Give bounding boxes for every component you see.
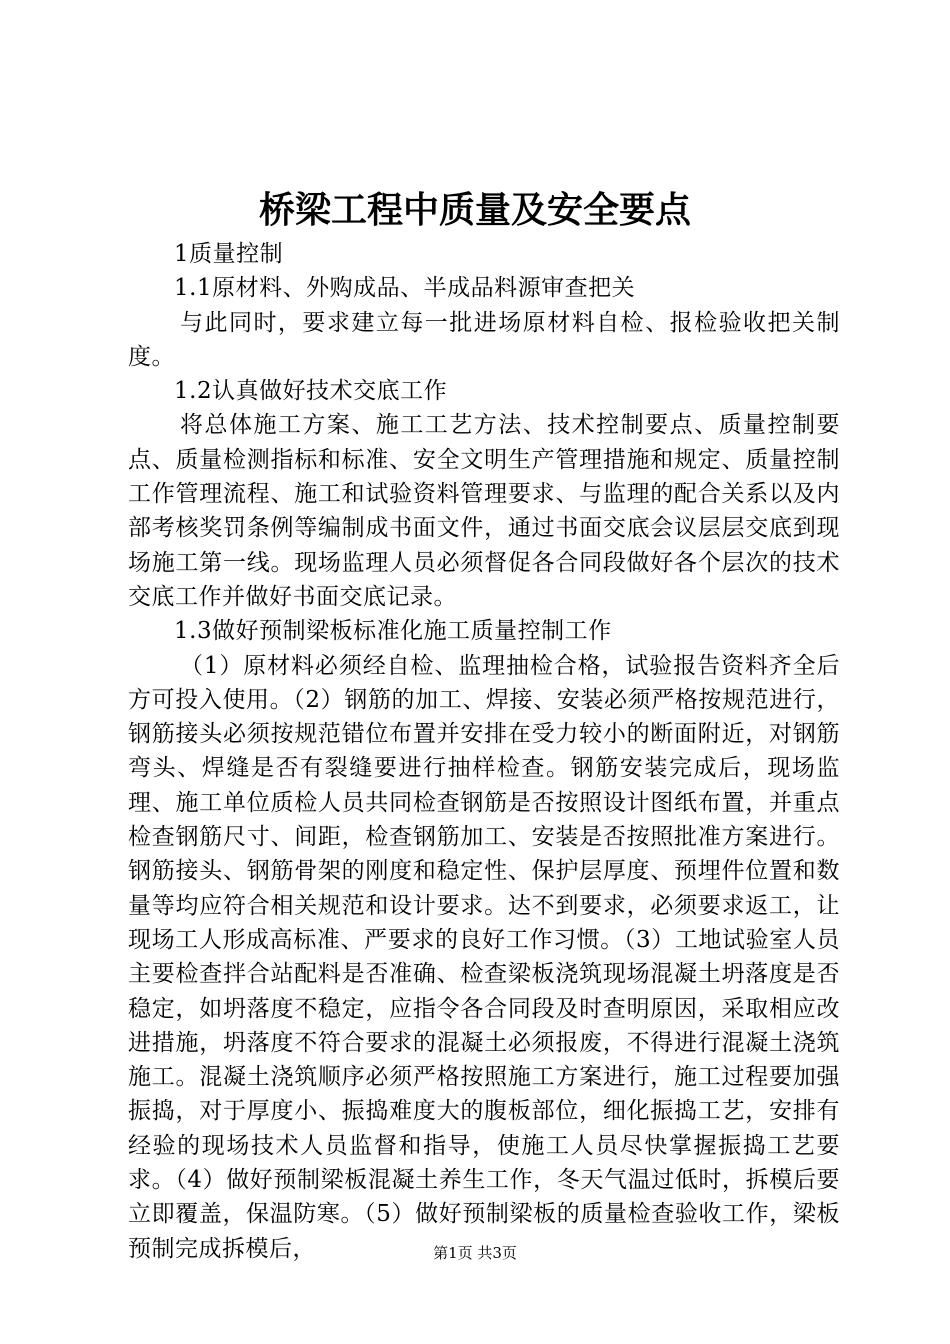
paragraph-3: （1）原材料必须经自检、监理抽检合格，试验报告资料齐全后方可投入使用。（2）钢筋的加工、焊接、安装必须严格按规范进行，钢筋接头必须按规范错位布置并安排在受力较小的断面附近，对钢筋弯头、焊缝是否有裂缝要进行抽样检查。钢筋安装完成后，现场监理、施工单位质检人员共同检查钢筋是否按照设计图纸布置，并重点检查钢筋尺寸、间距，检查钢筋加工、安装是否按照批准方案进行。钢筋接头、钢筋骨架的刚度和稳定性、保护层厚度、预埋件位置和数量等均应符合相关规范和设计要求。达不到要求，必须要求返工，让现场工人形成高标准、严要求的良好工作习惯。（3）工地试验室人员主要检查拌合站配料是否准确、检查梁板浇筑现场混凝土坍落度是否稳定，如坍落度不稳定，应指令各合同段及时查明原因，采取相应改进措施，坍落度不符合要求的混凝土必须报废，不得进行混凝土浇筑施工。混凝土浇筑顺序必须严格按照施工方案进行，施工过程要加强振捣，对于厚度小、振捣难度大的腹板部位，细化振捣工艺，安排有经验的现场技术人员监督和指导，使施工人员尽快掌握振捣工艺要求。（4）做好预制梁板混凝土养生工作，冬天气温过低时，拆模后要立即覆盖，保温防寒。（5）做好预制梁板的质量检查验收工作，梁板预制完成拆模后， xyxy=(128,652,840,1262)
page-footer: 第1页 共3页 xyxy=(433,1244,517,1262)
section-heading-1-2: 1.2认真做好技术交底工作 xyxy=(174,378,448,405)
section-heading-1: 1质量控制 xyxy=(174,241,284,267)
paragraph-2: 将总体施工方案、施工工艺方法、技术控制要点、质量控制要点、质量检测指标和标准、安全文明生产管理措施和规定、质量控制工作管理流程、施工和试验资料管理要求、与监理的配合关系以及内部考核奖罚条例等编制成书面文件，通过书面交底会议层层交底到现场施工第一线。现场监理人员必须督促各合同段做好各个层次的技术交底工作并做好书面交底记录。 xyxy=(128,412,840,610)
page-title: 桥梁工程中质量及安全要点 xyxy=(258,189,691,231)
paragraph-1: 与此同时，要求建立每一批进场原材料自检、报检验收把关制度。 xyxy=(128,309,840,370)
section-heading-1-3: 1.3做好预制梁板标准化施工质量控制工作 xyxy=(174,618,612,645)
section-heading-1-1: 1.1原材料、外购成品、半成品料源审查把关 xyxy=(174,275,636,302)
document-body xyxy=(128,237,840,1266)
